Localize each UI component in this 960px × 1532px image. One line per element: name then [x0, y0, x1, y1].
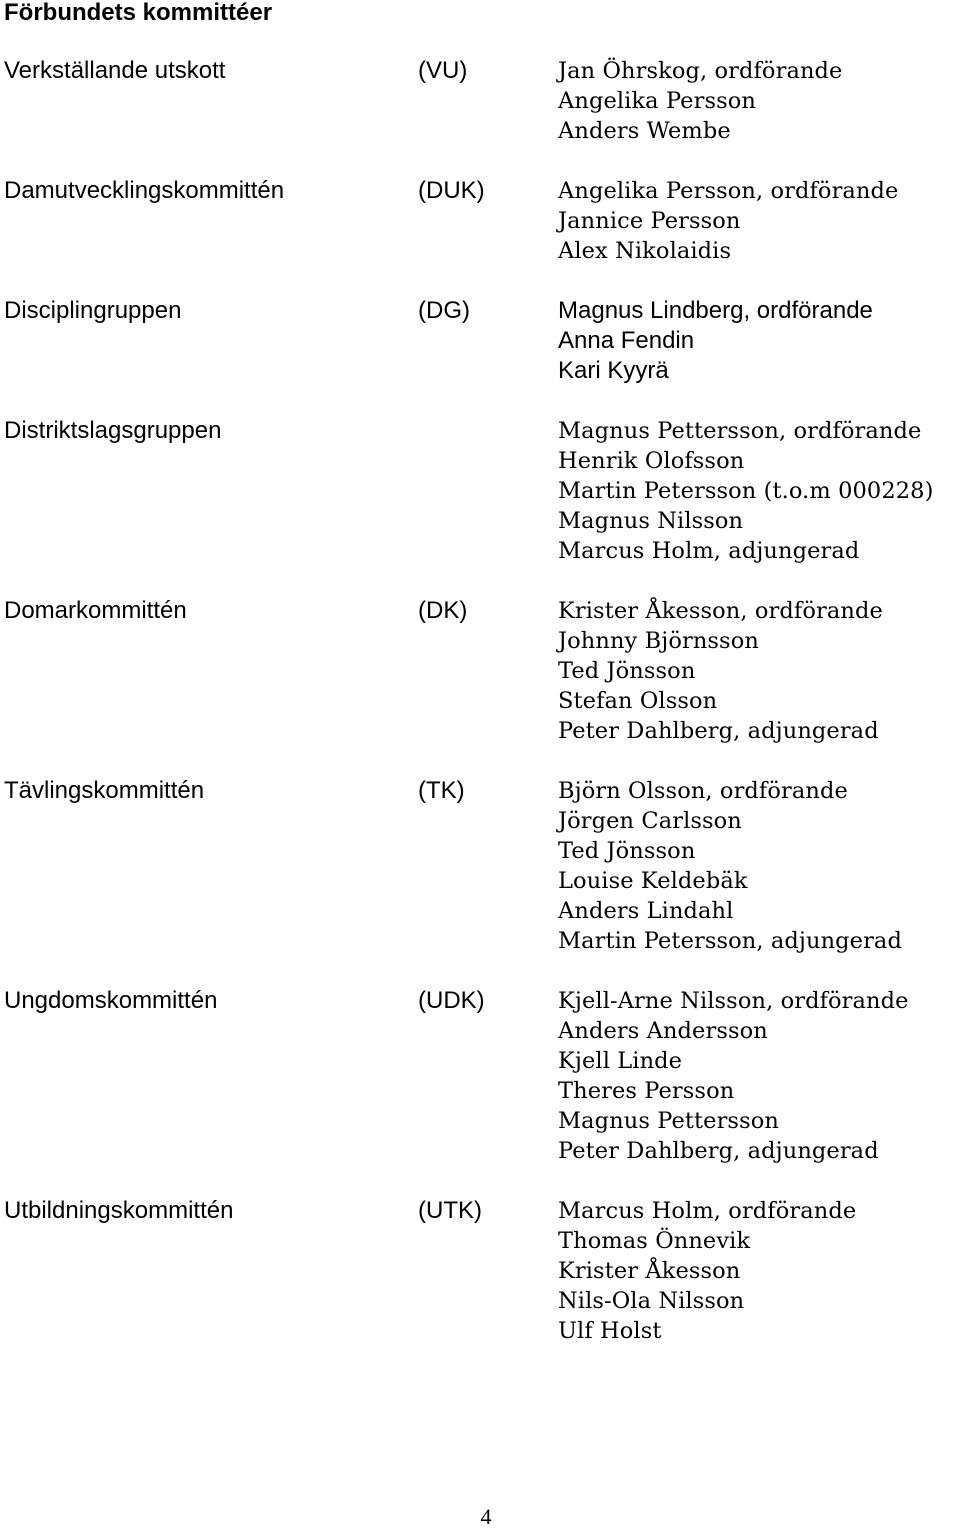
member: Magnus Pettersson: [558, 1108, 779, 1134]
member: Anders Wembe: [558, 118, 731, 144]
member-adjunct: Marcus Holm, adjungerad: [558, 538, 860, 564]
committee-list: [0, 56, 960, 1376]
member-list: [558, 296, 960, 386]
member: Anders Lindahl: [558, 898, 734, 924]
member: Nils-Ola Nilsson: [558, 1288, 745, 1314]
member: Jörgen Carlsson: [558, 808, 742, 834]
member: Johnny Björnsson: [558, 628, 759, 654]
member: Ted Jönsson: [558, 838, 696, 864]
member-chair: Jan Öhrskog, ordförande: [558, 58, 843, 84]
member-list: [558, 1196, 960, 1346]
committee-abbreviation: (DG): [418, 297, 470, 324]
member-chair: Marcus Holm, ordförande: [558, 1198, 857, 1224]
member: Anders Andersson: [558, 1018, 768, 1044]
member: Ted Jönsson: [558, 658, 696, 684]
member: Kari Kyyrä: [558, 357, 669, 384]
committee-dg: [0, 296, 960, 386]
committee-name: Tävlingskommittén: [4, 777, 205, 804]
member-adjunct: Martin Petersson, adjungerad: [558, 928, 902, 954]
member: Ulf Holst: [558, 1318, 662, 1344]
committee-name: Utbildningskommittén: [4, 1197, 234, 1224]
member-chair: Magnus Pettersson, ordförande: [558, 418, 922, 444]
committee-name: Verkställande utskott: [4, 57, 226, 84]
committee-utk: [0, 1196, 960, 1346]
member: Henrik Olofsson: [558, 448, 745, 474]
committee-name: Ungdomskommittén: [4, 987, 218, 1014]
committee-name: Damutvecklingskommittén: [4, 177, 285, 204]
member-chair: Krister Åkesson, ordförande: [558, 598, 883, 624]
committee-abbreviation: (DK): [418, 597, 468, 624]
member: Theres Persson: [558, 1078, 735, 1104]
member-chair: Björn Olsson, ordförande: [558, 778, 848, 804]
committee-distriktslagsgruppen: [0, 416, 960, 566]
committee-name: Disciplingruppen: [4, 297, 182, 324]
member-list: [558, 176, 960, 266]
member: Krister Åkesson: [558, 1258, 741, 1284]
committee-abbreviation: (DUK): [418, 177, 485, 204]
committee-abbreviation: (UTK): [418, 1197, 482, 1224]
member-list: [558, 416, 960, 566]
member-chair: Magnus Lindberg, ordförande: [558, 297, 873, 324]
member: Magnus Nilsson: [558, 508, 744, 534]
member: Anna Fendin: [558, 327, 695, 354]
committee-name: Distriktslagsgruppen: [4, 417, 222, 444]
member: Kjell Linde: [558, 1048, 683, 1074]
committee-udk: [0, 986, 960, 1166]
committee-abbreviation: (TK): [418, 777, 465, 804]
member-adjunct: Peter Dahlberg, adjungerad: [558, 1138, 879, 1164]
committee-duk: [0, 176, 960, 266]
member: Jannice Persson: [558, 208, 741, 234]
member: Alex Nikolaidis: [558, 238, 732, 264]
member-list: [558, 986, 960, 1166]
member: Martin Petersson (t.o.m 000228): [558, 478, 934, 504]
member: Angelika Persson: [558, 88, 756, 114]
member-adjunct: Peter Dahlberg, adjungerad: [558, 718, 879, 744]
member-list: [558, 776, 960, 956]
committee-abbreviation: (UDK): [418, 987, 485, 1014]
committee-dk: [0, 596, 960, 746]
committee-vu: [0, 56, 960, 146]
member-list: [558, 56, 960, 146]
member-chair: Kjell-Arne Nilsson, ordförande: [558, 988, 909, 1014]
page-number: 4: [480, 1504, 492, 1529]
member: Stefan Olsson: [558, 688, 718, 714]
member-chair: Angelika Persson, ordförande: [558, 178, 899, 204]
member: Louise Keldebäk: [558, 868, 748, 894]
page-title: Förbundets kommittéer: [4, 0, 273, 26]
committee-abbreviation: (VU): [418, 57, 468, 84]
member-list: [558, 596, 960, 746]
committee-tk: [0, 776, 960, 956]
member: Thomas Önnevik: [558, 1228, 751, 1254]
committee-name: Domarkommittén: [4, 597, 187, 624]
